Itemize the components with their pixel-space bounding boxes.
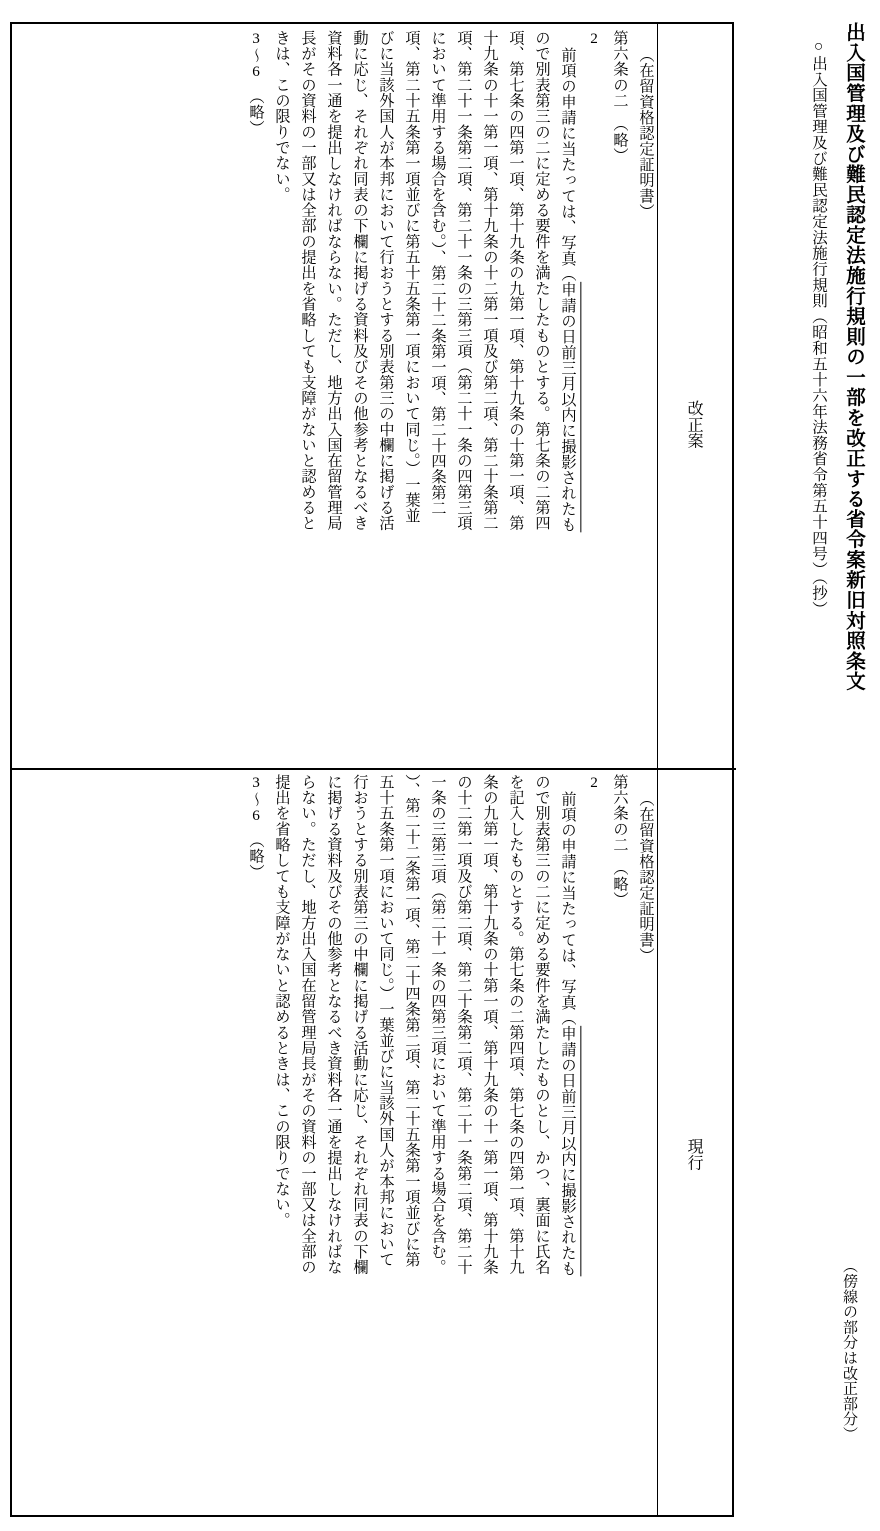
current-line-6: 一条の三第三項（第二十一条の四第三項において準用する場合を含む。 [429, 774, 447, 1275]
amendment-line-7: 項、第二十五条第一項並びに第五十五条第一項において同じ。）一葉並 [403, 30, 421, 524]
column-header-current [654, 1044, 732, 1264]
current-line-9: 行おうとする別表第三の中欄に掲げる活動に応じ、それぞれ同表の下欄 [351, 774, 369, 1275]
current-line-5: の十二第一項及び第二項、第二十条第二項、第二十一条第二項、第二十 [455, 774, 473, 1275]
current-line-10: に掲げる資料及びその他参考となるべき資料各一通を提出しなければな [325, 774, 343, 1275]
amendment-line-6: において準用する場合を含む。）、第二十二条第一項、第二十四条第二 [429, 30, 447, 516]
amendment-line-3: 項、第七条の四第一項、第十九条の九第一項、第十九条の十第一項、第 [507, 30, 525, 531]
table-cell-amendment [18, 30, 655, 764]
amendment-line-4: 十九条の十一第一項、第十九条の十二第一項及び第二項、第二十条第二 [481, 30, 499, 531]
current-line-2: ので別表第三の二に定める要件を満たしたものとし、かつ、裏面に氏名 [533, 774, 551, 1275]
amendment-article-line [605, 30, 628, 764]
comparison-table [10, 22, 734, 1517]
amendment-paragraph-number [579, 30, 602, 764]
law-bullet-marker: ○ [810, 38, 827, 56]
column-header-current-label: 現行 [685, 1137, 703, 1171]
amendment-article-label: 第六条の二 [611, 30, 629, 109]
current-tail-spacer [248, 825, 265, 841]
column-header-amendment [654, 314, 732, 534]
current-text-columns [18, 774, 655, 1514]
column-header-amendment-label: 改正案 [685, 399, 703, 449]
amendment-tail-spacer [248, 81, 265, 97]
amendment-line-11: 長がその資料の一部又は全部の提出を省略しても支障がないと認めると [299, 30, 317, 531]
current-article-line [605, 774, 628, 1514]
law-name-text: 出入国管理及び難民認定法施行規則（昭和五十六年法務省令第五十四号）（抄） [810, 55, 827, 617]
current-article-omit: （略） [611, 867, 629, 908]
amendment-article-spacer [612, 108, 629, 124]
amendment-heading: （在留資格認定証明書） [637, 47, 655, 220]
current-line-3: を記入したものとする。第七条の二第四項、第七条の四第一項、第十九 [507, 774, 525, 1275]
amendment-line-1-underlined: 申請の日前三月以内に撮影されたも [559, 281, 577, 533]
current-tail [241, 774, 264, 1514]
current-tail-label: 3〜6 [247, 774, 265, 825]
amendment-text-columns [18, 30, 655, 764]
amendment-line-10: 資料各一通を提出しなければならない。ただし、地方出入国在留管理局 [325, 30, 343, 531]
current-heading: （在留資格認定証明書） [637, 791, 655, 964]
amendment-note: （傍線の部分は改正部分） [841, 1258, 857, 1442]
amendment-line-1 [553, 30, 576, 781]
page-title: 出入国管理及び難民認定法施行規則の一部を改正する省令案新旧対照条文 [843, 22, 864, 692]
amendment-article-omit: （略） [611, 123, 629, 164]
current-line-1-a: 前項の申請に当たっては、写真（ [559, 791, 577, 1026]
amendment-paragraph-number-text: 2 [585, 30, 603, 48]
current-paragraph-number [579, 774, 602, 1514]
current-tail-omit: （略） [247, 840, 265, 880]
amendment-tail [241, 30, 264, 764]
table-cell-current [18, 774, 655, 1514]
amendment-line-8: びに当該外国人が本邦において行おうとする別表第三の中欄に掲げる活 [377, 30, 395, 531]
amendment-line-9: 動に応じ、それぞれ同表の下欄に掲げる資料及びその他参考となるべき [351, 30, 369, 531]
amendment-tail-label: 3〜6 [247, 30, 265, 81]
current-line-11: らない。ただし、地方出入国在留管理局長がその資料の一部又は全部の [299, 774, 317, 1275]
current-line-1 [553, 774, 576, 1531]
law-name [806, 38, 830, 838]
table-row-divider [12, 768, 736, 770]
amendment-tail-omit: （略） [247, 96, 265, 136]
current-line-8: 五十五条第一項において同じ。）一葉並びに当該外国人が本邦において [377, 774, 395, 1268]
amendment-line-12: きは、この限りでない。 [273, 30, 291, 203]
amendment-line-2: ので別表第三の二に定める要件を満たしたものとする。第七条の二第四 [533, 30, 551, 531]
current-line-1-underlined: 申請の日前三月以内に撮影されたも [559, 1025, 577, 1277]
current-line-12: 提出を省略しても支障がないと認めるときは、この限りでない。 [273, 774, 291, 1229]
amendment-line-5: 項、第二十一条第二項、第二十一条の三第三項（第二十一条の四第三項 [455, 30, 473, 531]
current-article-label: 第六条の二 [611, 774, 629, 853]
current-article-spacer [612, 852, 629, 868]
current-line-4: 条の九第一項、第十九条の十第一項、第十九条の十一第一項、第十九条 [481, 774, 499, 1275]
current-paragraph-number-text: 2 [585, 774, 603, 792]
amendment-line-1-a: 前項の申請に当たっては、写真（ [559, 47, 577, 282]
current-line-7: ）、第二十二条第一項、第二十四条第二項、第二十五条第一項並びに第 [403, 774, 421, 1268]
